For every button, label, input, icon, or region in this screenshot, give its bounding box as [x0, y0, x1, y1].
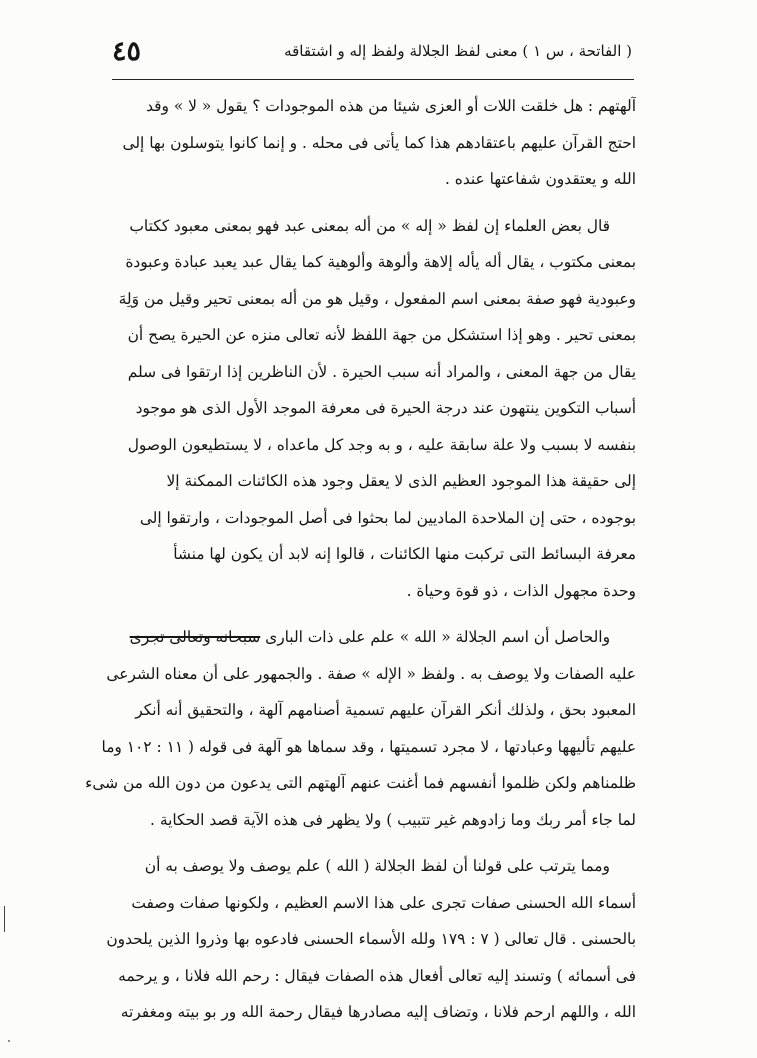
body-text — [76, 88, 636, 1031]
text-line: قال بعض العلماء إن لفظ « إله » من أله بمعنى عبد فهو بمعنى معبود ككتاب — [129, 216, 610, 235]
text-line: أسماء الله الحسنى صفات تجرى على هذا الاسم العظيم ، ولكونها صفات وصفت — [131, 893, 636, 912]
text-line: ومما يترتب على قولنا أن لفظ الجلالة ( الله ) علم يوصف ولا يوصف به أن — [144, 857, 610, 875]
text-line: عليه الصفات ولا يوصف به . ولفظ « الإله » صفة . والجمهور على أن معناه الشرعى — [106, 664, 636, 683]
running-header — [112, 34, 632, 78]
text-line: بمعنى تحير . وهو إذا استشكل من جهة اللفظ لأنه تعالى منزه عن الحيرة يصح أن — [127, 326, 636, 344]
text-line: يقال من جهة المعنى ، والمراد أنه سبب الحيرة . لأن الناظرين إذا ارتقوا فى سلم — [127, 362, 636, 381]
text-line: ظلمناهم ولكن ظلموا أنفسهم فما أغنت عنهم آلهتهم التى يدعون من دون الله من شىء — [85, 774, 636, 792]
text-line: وعبودية فهو صفة بمعنى اسم المفعول ، وقيل هو من أله بمعنى تحير وقيل من وَلِهَ — [118, 289, 636, 308]
paragraph-gap — [76, 838, 636, 848]
text-line: بمعنى مكتوب ، يقال أله يأله إلاهة وألوهة وألوهية كما يقال عبد يعبد عبادة وعبودة — [125, 253, 636, 271]
text-line: بوجوده ، حتى إن الملاحدة الماديين لما بحثوا فى أصل الموجودات ، وارتقوا إلى — [139, 508, 636, 527]
paragraph-gap — [76, 609, 636, 619]
text-line-with-strikethrough: والحاصل أن اسم الجلالة « الله » علم على ذات البارى سبحانه وتعالى تجرى — [129, 628, 610, 646]
text-line: بالحسنى . قال تعالى ( ٧ : ١٧٩ ولله الأسماء الحسنى فادعوه بها وذروا الذين يلحدون — [106, 930, 636, 948]
header-divider — [112, 79, 634, 80]
paragraph-1 — [76, 88, 636, 198]
text-line: بنفسه لا بسبب ولا علة سابقة عليه ، و به وجد كل ماعداه ، لا يستطيعون الوصول — [127, 435, 636, 454]
text-line: آلهتهم : هل خلقت اللات أو العزى شيئا من هذه الموجودات ؟ يقول « لا » وقد — [146, 97, 636, 115]
struck-through-words: سبحانه وتعالى تجرى — [129, 628, 261, 646]
paragraph-4 — [76, 848, 636, 1031]
text-line: المعبود بحق ، ولذلك أنكر القرآن عليهم تسمية أصنامهم آلهة ، والتحقيق أنه أنكر — [135, 701, 636, 719]
paragraph-2 — [76, 208, 636, 610]
text-line: الله و يعتقدون شفاعتها عنده . — [444, 170, 636, 188]
paragraph-gap — [76, 198, 636, 208]
paragraph-3 — [76, 619, 636, 838]
text-line: لما جاء أمر ربك وما زادوهم غير تتبيب ) ولا يظهر فى هذه الآية قصد الحكاية . — [150, 810, 636, 829]
text-line: فى أسمائه ) وتسند إليه تعالى أفعال هذه الصفات فيقال : رحم الله فلانا ، و يرحمه — [118, 966, 636, 985]
text-line: وحدة مجهول الذات ، ذو قوة وحياة . — [406, 581, 636, 600]
margin-mark — [4, 906, 5, 932]
scan-speck — [8, 1040, 10, 1042]
text-line: احتج القرآن عليهم باعتقادهم هذا كما يأتى فى محله . و إنما كانوا يتوسلون بها إلى — [122, 133, 636, 152]
text-line: معرفة البسائط التى تركبت منها الكائنات ، قالوا إنه لابد أن يكون لها منشأ — [173, 545, 636, 563]
page-number: ٤٥ — [112, 36, 142, 67]
text-line: عليهم تأليهها وعبادتها ، لا مجرد تسميتها ، وقد سماها هو آلهة فى قوله ( ١١ : ١٠٢ وما — [101, 737, 636, 756]
text-line: الله ، واللهم ارحم فلانا ، وتضاف إليه مصادرها فيقال رحمة الله ور بو بيته ومغفرته — [120, 1003, 636, 1021]
running-title: ( الفاتحة ، س ١ ) معنى لفظ الجلالة ولفظ إله و اشتقاقه — [284, 42, 632, 60]
text-line: أسباب التكوين ينتهون عند درجة الحيرة فى معرفة الموجد الأول الذى هو موجود — [135, 399, 636, 417]
text-line: إلى حقيقة هذا الموجود العظيم الذى لا يعقل وجود هذه الكائنات الممكنة إلا — [166, 472, 636, 490]
